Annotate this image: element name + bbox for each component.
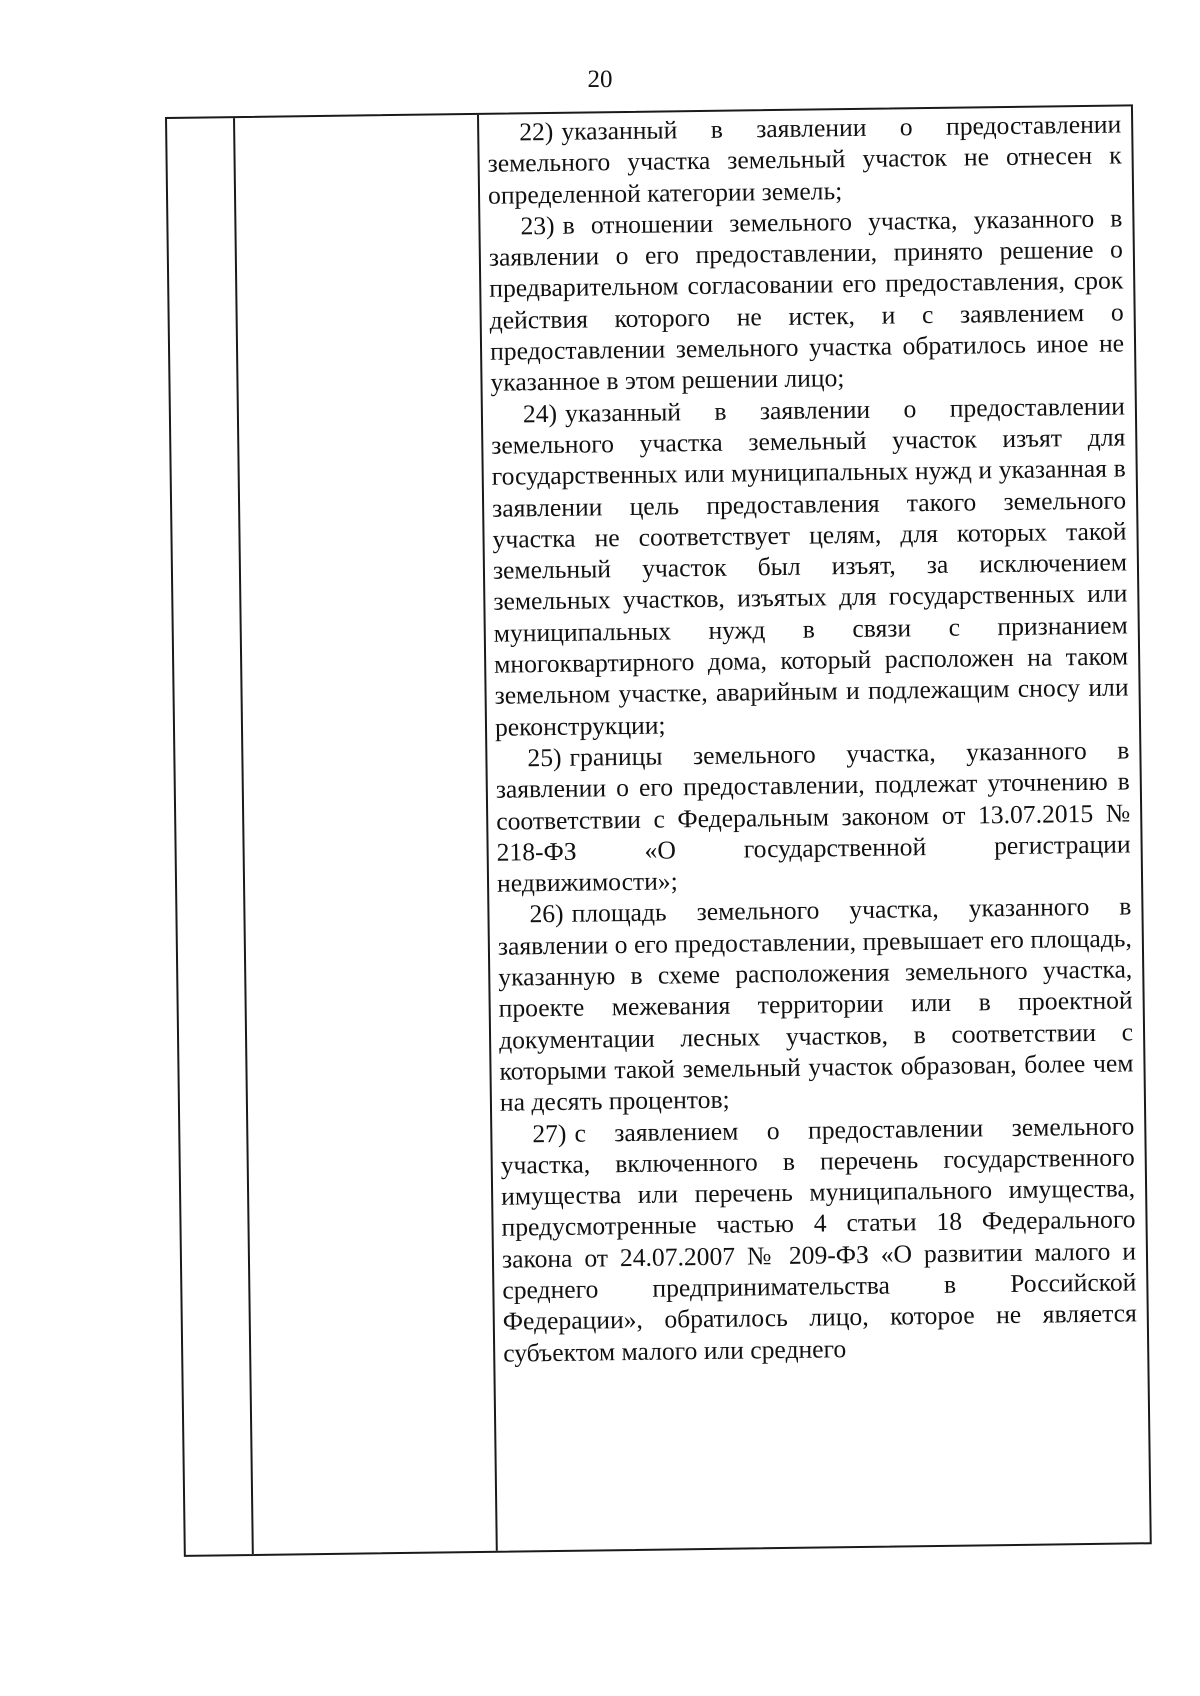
clause-number: 22) [519, 116, 554, 147]
clause-text: в отношении земельного участка, указанного в заявлении о его предоставлении, принято решение о предварительном согласовании его предоставления, срок действия которого не истек, и с заявлением о предоставлении земельного участка обратилось иное не указанное в этом решении лицо; [488, 203, 1125, 398]
clause-text: указанный в заявлении о предоставлении земельного участка земельный участок не отнесен к определенной категории земель; [487, 109, 1122, 210]
clause-number: 24) [522, 398, 558, 429]
clause-27 [500, 1110, 1137, 1369]
clause-number: 23) [520, 210, 555, 241]
document-table [165, 104, 1152, 1557]
clause-text: указанный в заявлении о предоставлении земельного участка земельный участок изъят для государственных или муниципальных нужд и указанная в заявлении цель предоставления такого земельного участка не соответствует целям, для которых такой земельный участок был изъят, за исключением земельных участков, изъятых для государственных или муниципальных нужд в связи с признанием многоквартирного дома, который расположен на таком земельном участке, аварийным и подлежащим сносу или реконструкции; [491, 391, 1129, 742]
clause-number: 26) [529, 899, 564, 929]
table-text-cell [479, 106, 1150, 1550]
clause-number: 27) [532, 1118, 567, 1148]
clause-26 [497, 891, 1134, 1118]
page-number: 20 [587, 66, 613, 93]
clause-25 [495, 734, 1131, 899]
column-divider-1 [233, 118, 254, 1554]
clause-text: с заявлением о предоставлении земельного участка, включенного в перечень государственного имущества или перечень муниципального имущества, предусмотренные частью 4 статьи 18 Федерального закона от 24.07.2007 № 209-ФЗ «О развитии малого и среднего предпринимательства в Российской Федерации», обратилось лицо, которое не является субъектом малого или среднего [500, 1110, 1137, 1368]
clause-22 [487, 108, 1122, 210]
clause-24 [491, 390, 1129, 743]
clause-text: площадь земельного участка, указанного в заявлении о его предоставлении, превышает его площадь, указанную в схеме расположения земельного участка, проекте межевания территории или в проектной документации лесных участков, в соответствии с которыми такой земельный участок образован, более чем на десять процентов; [497, 891, 1134, 1117]
clause-text: границы земельного участка, указанного в заявлении о его предоставлении, подлежат уточнению в соответствии с Федеральным законом от 13.07.2015 № 218-ФЗ «О государственной регистрации недвижимости»; [495, 735, 1131, 898]
clause-23 [488, 202, 1124, 398]
clause-number: 25) [527, 742, 562, 773]
